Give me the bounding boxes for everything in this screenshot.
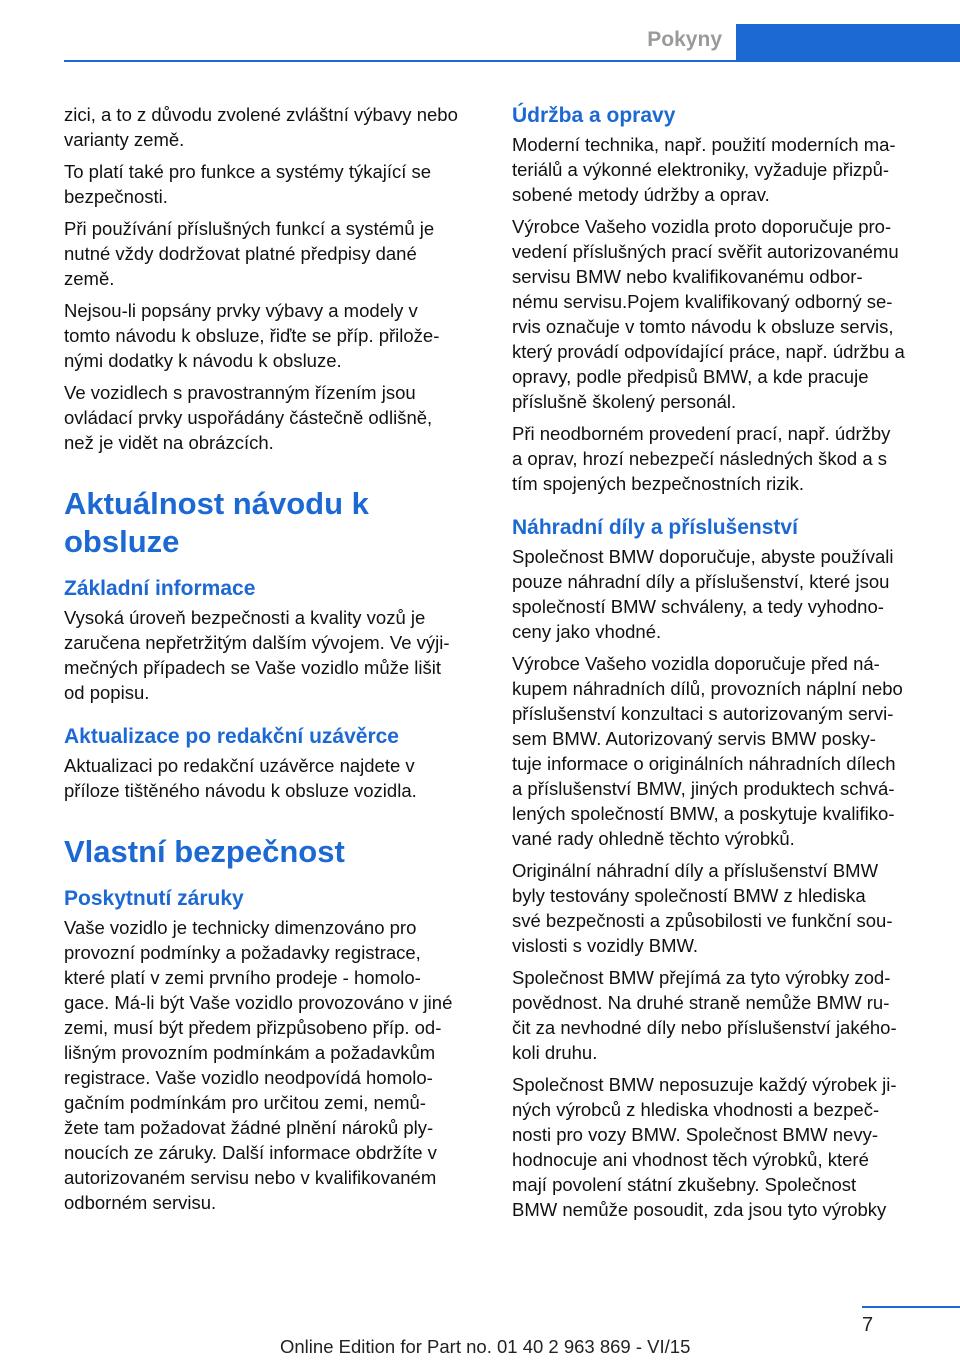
body-paragraph: Moderní technika, např. použití moderních ma‐ teriálů a výkonné elektroniky, vyžaduje přizpů‐ sobené metody údržby a oprav. [512, 134, 896, 205]
subheading-maintenance: Údržba a opravy [512, 104, 676, 127]
body-paragraph: Vaše vozidlo je technicky dimenzováno pro provozní podmínky a požadavky registrace, které platí v zemi prvního prodeje - homolo‐ gace. Má-li být Vaše vozidlo provozováno v jiné zemi, musí být předem přizpůsobeno příp. od‐ lišným provozním podmínkám a požadavkům registrace. Vaše vozidlo neodpovídá homolo‐ gačním podmínkám pro určitou zemi, nemů‐ žete tam požadovat žádné plnění nároků ply‐ noucích ze záruky. Další informace obdržíte v autorizovaném servisu nebo v kvalifikovaném odborném servisu. [64, 917, 453, 1213]
intro-paragraph: zici, a to z důvodu zvolené zvláštní výbavy nebo varianty země. [64, 104, 458, 150]
left-column [64, 102, 480, 1222]
header-accent-bar [736, 24, 960, 62]
body-paragraph: Aktualizaci po redakční uzávěrce najdete v příloze tištěného návodu k obsluze vozidla. [64, 755, 417, 801]
section-heading-manual-currency: Aktuálnost návodu k obsluze [64, 486, 369, 559]
subheading-spare-parts: Náhradní díly a příslušenství [512, 516, 798, 539]
right-column [512, 102, 928, 1229]
subheading-warranty: Poskytnutí záruky [64, 887, 244, 910]
footer-edition: Online Edition for Part no. 01 40 2 963 869 - VI/15 [280, 1336, 691, 1357]
body-paragraph: Společnost BMW doporučuje, abyste používali pouze náhradní díly a příslušenství, které jsou společností BMW schváleny, a tedy vyhodno‐ ceny jako vhodné. [512, 546, 894, 642]
subheading-basic-info: Základní informace [64, 577, 256, 600]
page-number: 7 [862, 1314, 874, 1336]
intro-paragraph: Při používání příslušných funkcí a systémů je nutné vždy dodržovat platné předpisy dané země. [64, 218, 435, 289]
intro-paragraph: To platí také pro funkce a systémy týkající se bezpečnosti. [64, 161, 432, 207]
body-paragraph: Originální náhradní díly a příslušenství BMW byly testovány společností BMW z hlediska své bezpečnosti a způsobilosti ve funkční sou‐ vislosti s vozidly BMW. [512, 860, 893, 956]
footer-rule [862, 1306, 960, 1308]
intro-paragraph: Nejsou-li popsány prvky výbavy a modely v tomto návodu k obsluze, řiďte se příp. přilože‐ nými dodatky k návodu k obsluze. [64, 300, 440, 371]
chapter-title: Pokyny [647, 28, 722, 51]
body-paragraph: Při neodborném provedení prací, např. údržby a oprav, hrozí nebezpečí následných škod a s tím spojených bezpečnostních rizik. [512, 423, 891, 494]
body-paragraph: Vysoká úroveň bezpečnosti a kvality vozů je zaručena nepřetržitým dalším vývojem. Ve výji‐ mečných případech se Vaše vozidlo může lišit od popisu. [64, 607, 450, 703]
subheading-updates: Aktualizace po redakční uzávěrce [64, 725, 399, 748]
body-paragraph: Výrobce Vašeho vozidla proto doporučuje pro‐ vedení příslušných prací svěřit autorizovanému servisu BMW nebo kvalifikovanému odbor‐ nému servisu.Pojem kvalifikovaný odborný se‐ rvis označuje v tomto návodu k obsluze servis, který provádí odpovídající práce, např. údržbu a opravy, podle předpisů BMW, a kde pracuje příslušně školený personál. [512, 216, 905, 412]
body-paragraph: Výrobce Vašeho vozidla doporučuje před ná‐ kupem náhradních dílů, provozních náplní nebo příslušenství konzultaci s autorizovaným servi‐ sem BMW. Autorizovaný servis BMW posky‐ tuje informace o originálních náhradních dílech a příslušenství BMW, jiných produktech schvá‐ lených společností BMW, a poskytuje kvalifiko‐ vané rady ohledně těchto výrobků. [512, 653, 903, 849]
body-paragraph: Společnost BMW neposuzuje každý výrobek ji‐ ných výrobců z hlediska vhodnosti a bezpeč‐ nosti pro vozy BMW. Společnost BMW nevy‐ hodnocuje ani vhodnost těch výrobků, které mají povolení státní zkušebny. Společnost BMW nemůže posoudit, zda jsou tyto výrobky [512, 1074, 897, 1220]
body-paragraph: Společnost BMW přejímá za tyto výrobky zod‐ povědnost. Na druhé straně nemůže BMW ru‐ čit za nevhodné díly nebo příslušenství jakého‐ koli druhu. [512, 967, 897, 1063]
intro-paragraph: Ve vozidlech s pravostranným řízením jsou ovládací prvky uspořádány částečně odlišně, než je vidět na obrázcích. [64, 382, 433, 453]
section-heading-own-safety: Vlastní bezpečnost [64, 834, 345, 869]
